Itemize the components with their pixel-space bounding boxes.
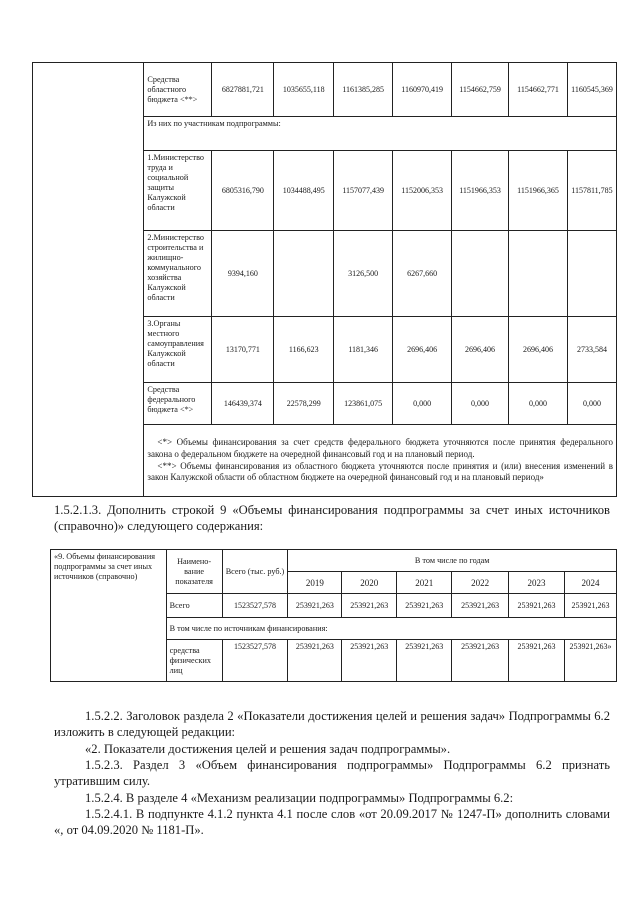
cell-value: 2696,406: [393, 317, 452, 383]
cell-value: 0,000: [393, 383, 452, 425]
participants-header: Из них по участникам подпрограммы:: [144, 117, 617, 151]
cell-value: 253921,263: [452, 594, 509, 618]
row-label: Средства областного бюджета <**>: [144, 63, 212, 117]
row-label: 1.Министерство труда и социальной защиты Калужской области: [144, 151, 212, 231]
cell-value: 253921,263: [452, 640, 509, 682]
merged-empty-cell: [33, 63, 144, 497]
cell-value: 146439,374: [212, 383, 274, 425]
footnote-federal: <*> Объемы финансирования за счет средств федерального бюджета уточняются после принятия федерального закона о федеральном бюджете на очередной финансовый год и на плановый период.: [147, 437, 613, 459]
cell-value: 253921,263: [288, 594, 342, 618]
cell-value: 253921,263: [342, 594, 397, 618]
cell-value: 1166,623: [274, 317, 334, 383]
cell-value: 1181,346: [334, 317, 393, 383]
cell-value: 1160970,419: [393, 63, 452, 117]
paragraph-1-5-2-3: 1.5.2.3. Раздел 3 «Объем финансирования подпрограммы» Подпрограммы 6.2 признать утратившим силу.: [54, 758, 610, 788]
cell-value: 1154662,759: [452, 63, 509, 117]
year-header: 2019: [288, 572, 342, 594]
cell-value: 253921,263: [397, 594, 452, 618]
cell-value: 253921,263»: [564, 640, 616, 682]
notes-cell: [144, 425, 617, 497]
cell-value: 6805316,790: [212, 151, 274, 231]
cell-value: 1523527,578: [222, 594, 288, 618]
row-label: средства физических лиц: [166, 640, 222, 682]
cell-value: 253921,263: [397, 640, 452, 682]
cell-value: 9394,160: [212, 231, 274, 317]
paragraph-1-5-2-4: 1.5.2.4. В разделе 4 «Механизм реализации подпрограммы» Подпрограммы 6.2:: [85, 791, 514, 805]
cell-value: 2696,406: [452, 317, 509, 383]
cell-value: 253921,263: [288, 640, 342, 682]
cell-value: 13170,771: [212, 317, 274, 383]
cell-value: 6827881,721: [212, 63, 274, 117]
paragraph-1-5-2-1-3: 1.5.2.1.3. Дополнить строкой 9 «Объемы финансирования подпрограммы за счет иных источников (справочно)» следующего содержания:: [54, 503, 610, 533]
row-title: «9. Объемы финансирования подпрограммы за счет иных источников (справочно): [51, 550, 167, 682]
cell-value: 1157811,785: [567, 151, 616, 231]
cell-value: 1160545,369: [567, 63, 616, 117]
cell-value: 253921,263: [509, 594, 565, 618]
cell-value: 253921,263: [564, 594, 616, 618]
cell-value: 1151966,365: [509, 151, 568, 231]
cell-value: 1523527,578: [222, 640, 288, 682]
cell-value: 123861,075: [334, 383, 393, 425]
header-name: Наимено-вание показателя: [166, 550, 222, 594]
header-years: В том числе по годам: [288, 550, 617, 572]
cell-value: 0,000: [452, 383, 509, 425]
year-header: 2021: [397, 572, 452, 594]
sources-header: В том числе по источникам финансирования:: [166, 618, 616, 640]
cell-value: 253921,263: [342, 640, 397, 682]
paragraph-quote-section-2: «2. Показатели достижения целей и решения задач подпрограммы».: [85, 742, 451, 756]
cell-value: 0,000: [509, 383, 568, 425]
year-header: 2020: [342, 572, 397, 594]
cell-value: [452, 231, 509, 317]
cell-value: 1151966,353: [452, 151, 509, 231]
cell-value: 0,000: [567, 383, 616, 425]
financing-table-continued: [32, 62, 617, 497]
cell-value: [274, 231, 334, 317]
header-total: Всего (тыс. руб.): [222, 550, 288, 594]
cell-value: [509, 231, 568, 317]
other-sources-table: [50, 549, 617, 682]
table-row: [33, 63, 617, 117]
cell-value: 1035655,118: [274, 63, 334, 117]
cell-value: 1152006,353: [393, 151, 452, 231]
table-row: [51, 550, 617, 572]
cell-value: 253921,263: [509, 640, 565, 682]
year-header: 2022: [452, 572, 509, 594]
year-header: 2023: [509, 572, 565, 594]
cell-value: 3126,500: [334, 231, 393, 317]
cell-value: 1161385,285: [334, 63, 393, 117]
cell-value: 6267,660: [393, 231, 452, 317]
paragraph-1-5-2-4-1: 1.5.2.4.1. В подпункте 4.1.2 пункта 4.1 после слов «от 20.09.2017 № 1247-П» дополнить словами «, от 04.09.2020 № 1181-П».: [54, 807, 610, 837]
paragraph-1-5-2-2: 1.5.2.2. Заголовок раздела 2 «Показатели достижения целей и решения задач» Подпрограммы 6.2 изложить в следующей редакции:: [54, 709, 610, 739]
row-label: Всего: [166, 594, 222, 618]
cell-value: 22578,299: [274, 383, 334, 425]
footnote-regional: <**> Объемы финансирования из областного бюджета уточняются после принятия и (или) внесения изменений в закон Калужской области об областном бюджете на очередной финансовый год и на плановый период»: [147, 460, 613, 483]
cell-value: [567, 231, 616, 317]
cell-value: 1157077,439: [334, 151, 393, 231]
cell-value: 2696,406: [509, 317, 568, 383]
row-label: 3.Органы местного самоуправления Калужской области: [144, 317, 212, 383]
cell-value: 1034488,495: [274, 151, 334, 231]
row-label: 2.Министерство строительства и жилищно-коммунального хозяйства Калужской области: [144, 231, 212, 317]
row-label: Средства федерального бюджета <*>: [144, 383, 212, 425]
year-header: 2024: [564, 572, 616, 594]
cell-value: 1154662,771: [509, 63, 568, 117]
cell-value: 2733,584: [567, 317, 616, 383]
